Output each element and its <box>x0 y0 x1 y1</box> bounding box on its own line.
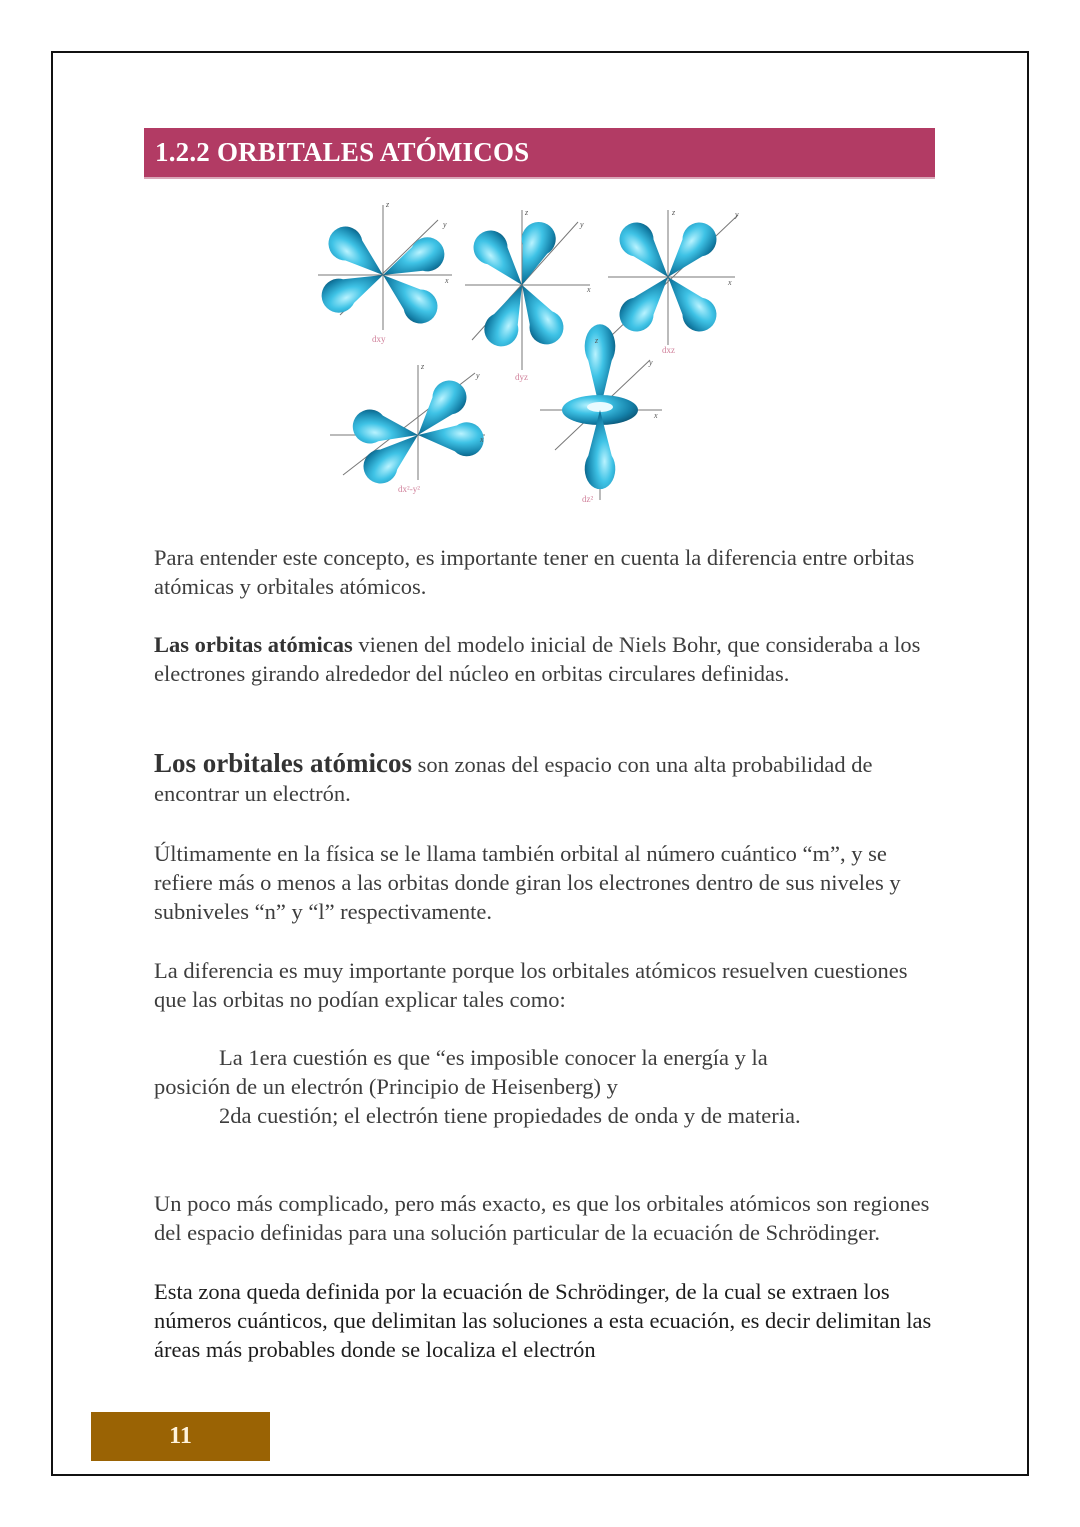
paragraph-zona: Esta zona queda definida por la ecuación de Schrödinger, de la cual se extraen los números cuánticos, que delimitan las soluciones a esta ecuación, es decir delimitan las áreas más probables donde se localiza el electrón <box>154 1279 932 1362</box>
orbital-dz2 <box>562 324 638 489</box>
term-orbitas-atomicas: Las orbitas atómicas <box>154 632 353 657</box>
svg-text:y: y <box>580 220 584 229</box>
svg-text:x: x <box>445 276 449 285</box>
d-orbitals-figure <box>310 195 760 515</box>
svg-text:y: y <box>735 210 739 219</box>
page-number: 11 <box>169 1423 192 1449</box>
paragraph-diferencia: La diferencia es muy importante porque los orbitales atómicos resuelven cuestiones que las orbitas no podían explicar tales como: <box>154 958 908 1012</box>
svg-text:y: y <box>649 358 653 367</box>
label-dyz: dyz <box>515 372 528 382</box>
svg-text:z: z <box>525 208 529 217</box>
svg-text:x: x <box>654 411 658 420</box>
paragraph-numero-cuantico: Últimamente en la física se le llama también orbital al número cuántico “m”, y se refiere más o menos a las orbitas donde giran los electrones dentro de sus niveles y subniveles “n” y “l” respectivamente. <box>154 841 901 924</box>
paragraph-intro: Para entender este concepto, es importante tener en cuenta la diferencia entre orbitas atómicas y orbitales atómicos. <box>154 545 915 599</box>
label-dxy: dxy <box>372 334 386 344</box>
term-orbitales-atomicos: Los orbitales atómicos <box>154 748 412 778</box>
label-dxz: dxz <box>662 345 675 355</box>
section-title: 1.2.2 ORBITALES ATÓMICOS <box>155 137 530 167</box>
page-number-box <box>91 1412 270 1461</box>
svg-text:z: z <box>421 362 425 371</box>
svg-text:y: y <box>443 220 447 229</box>
svg-text:y: y <box>476 371 480 380</box>
label-dz2: dz² <box>582 494 594 504</box>
svg-text:z: z <box>386 200 390 209</box>
svg-text:z: z <box>672 208 676 217</box>
paragraph-schrodinger: Un poco más complicado, pero más exacto, es que los orbitales atómicos son regiones del espacio definidas para una solución particular de la ecuación de Schrödinger. <box>154 1191 930 1245</box>
svg-text:x: x <box>480 435 484 444</box>
svg-text:z: z <box>595 336 599 345</box>
svg-text:x: x <box>728 278 732 287</box>
paragraph-cuestiones: La 1era cuestión es que “es imposible conocer la energía y la posición de un electrón (Principio de Heisenberg) y 2da cuestión; el electrón tiene propiedades de onda y de materia. <box>154 1045 801 1128</box>
section-heading-bar <box>144 128 935 177</box>
paragraph-orbitas: Las orbitas atómicas vienen del modelo inicial de Niels Bohr, que consideraba a los electrones girando alrededor del núcleo en orbitas circulares definidas. <box>154 632 921 686</box>
paragraph-orbitales: Los orbitales atómicos son zonas del espacio con una alta probabilidad de encontrar un electrón. <box>154 748 873 806</box>
label-dx2-y2: dx²-y² <box>398 484 420 494</box>
svg-text:x: x <box>587 285 591 294</box>
